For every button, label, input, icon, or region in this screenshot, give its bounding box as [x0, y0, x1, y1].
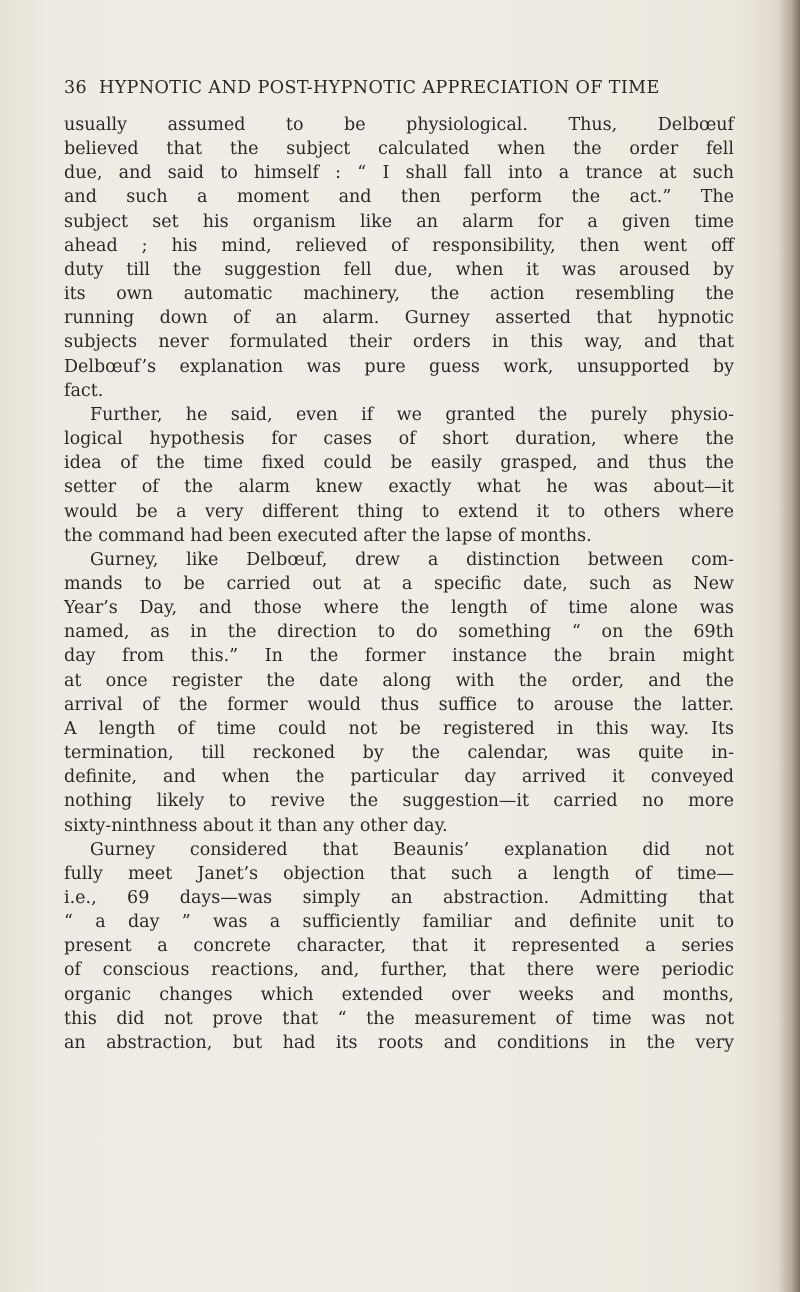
text-line: present a concrete character, that it represented a series: [64, 936, 734, 957]
text-line: logical hypothesis for cases of short duration, where the: [64, 429, 734, 450]
page-edge-shadow: [778, 0, 800, 1292]
text-line: A length of time could not be registered in this way. Its: [64, 718, 734, 739]
text-line: ahead ; his mind, relieved of responsibility, then went off: [64, 235, 734, 256]
text-line: i.e., 69 days—was simply an abstraction. Admitting that: [64, 888, 734, 908]
text-line: “ a day ” was a sufficiently familiar and definite unit to: [64, 912, 734, 933]
paragraph-start: Further, he said, even if we granted the purely physio-: [90, 404, 734, 425]
text-line: believed that the subject calculated when the order fell: [64, 139, 734, 160]
paragraph-start: Gurney considered that Beaunis’ explanation did not: [90, 839, 734, 860]
text-line: fully meet Janet’s objection that such a length of time—: [64, 863, 734, 884]
text-line: due, and said to himself : “ I shall fall into a trance at such: [64, 163, 734, 184]
text-line: nothing likely to revive the suggestion—it carried no more: [64, 791, 734, 812]
text-line: termination, till reckoned by the calendar, was quite in-: [64, 743, 734, 764]
text-line: usually assumed to be physiological. Thus, Delbœuf: [64, 115, 734, 135]
text-line: subject set his organism like an alarm for a given time: [64, 211, 734, 232]
text-line: Year’s Day, and those where the length of time alone was: [64, 598, 734, 619]
text-line: this did not prove that “ the measurement of time was not: [64, 1008, 734, 1029]
text-line: at once register the date along with the order, and the: [64, 670, 734, 691]
text-line: arrival of the former would thus suffice to arouse the latter.: [64, 694, 734, 715]
text-line: day from this.” In the former instance the brain might: [64, 646, 734, 667]
running-header: [64, 78, 764, 98]
text-line: would be a very different thing to extend it to others where: [64, 501, 734, 522]
text-line: duty till the suggestion fell due, when it was aroused by: [64, 259, 734, 280]
text-line: Delbœuf’s explanation was pure guess work, unsupported by: [64, 356, 734, 377]
text-line: organic changes which extended over weeks and months,: [64, 984, 734, 1005]
page-number: 36: [64, 78, 88, 98]
text-line: setter of the alarm knew exactly what he was about—it: [64, 477, 734, 498]
text-line: fact.: [64, 380, 104, 401]
paragraph-start: Gurney, like Delbœuf, drew a distinction between com-: [90, 549, 734, 570]
text-line: definite, and when the particular day arrived it conveyed: [64, 767, 734, 788]
text-line: and such a moment and then perform the act.” The: [64, 187, 734, 208]
running-title: HYPNOTIC AND POST-HYPNOTIC APPRECIATION OF TIME: [99, 78, 660, 98]
text-line: its own automatic machinery, the action resembling the: [64, 284, 734, 305]
body-text: [64, 113, 734, 1055]
text-line: running down of an alarm. Gurney asserted that hypnotic: [64, 308, 734, 329]
text-line: subjects never formulated their orders in this way, and that: [64, 332, 734, 353]
text-line: mands to be carried out at a specific date, such as New: [64, 573, 734, 594]
text-line: an abstraction, but had its roots and conditions in the very: [64, 1032, 734, 1053]
text-line: sixty-ninthness about it than any other day.: [64, 815, 448, 836]
text-line: idea of the time fixed could be easily grasped, and thus the: [64, 453, 734, 474]
text-line: of conscious reactions, and, further, that there were periodic: [64, 960, 734, 981]
text-line: the command had been executed after the lapse of months.: [64, 525, 592, 546]
text-line: named, as in the direction to do something “ on the 69th: [64, 622, 734, 643]
